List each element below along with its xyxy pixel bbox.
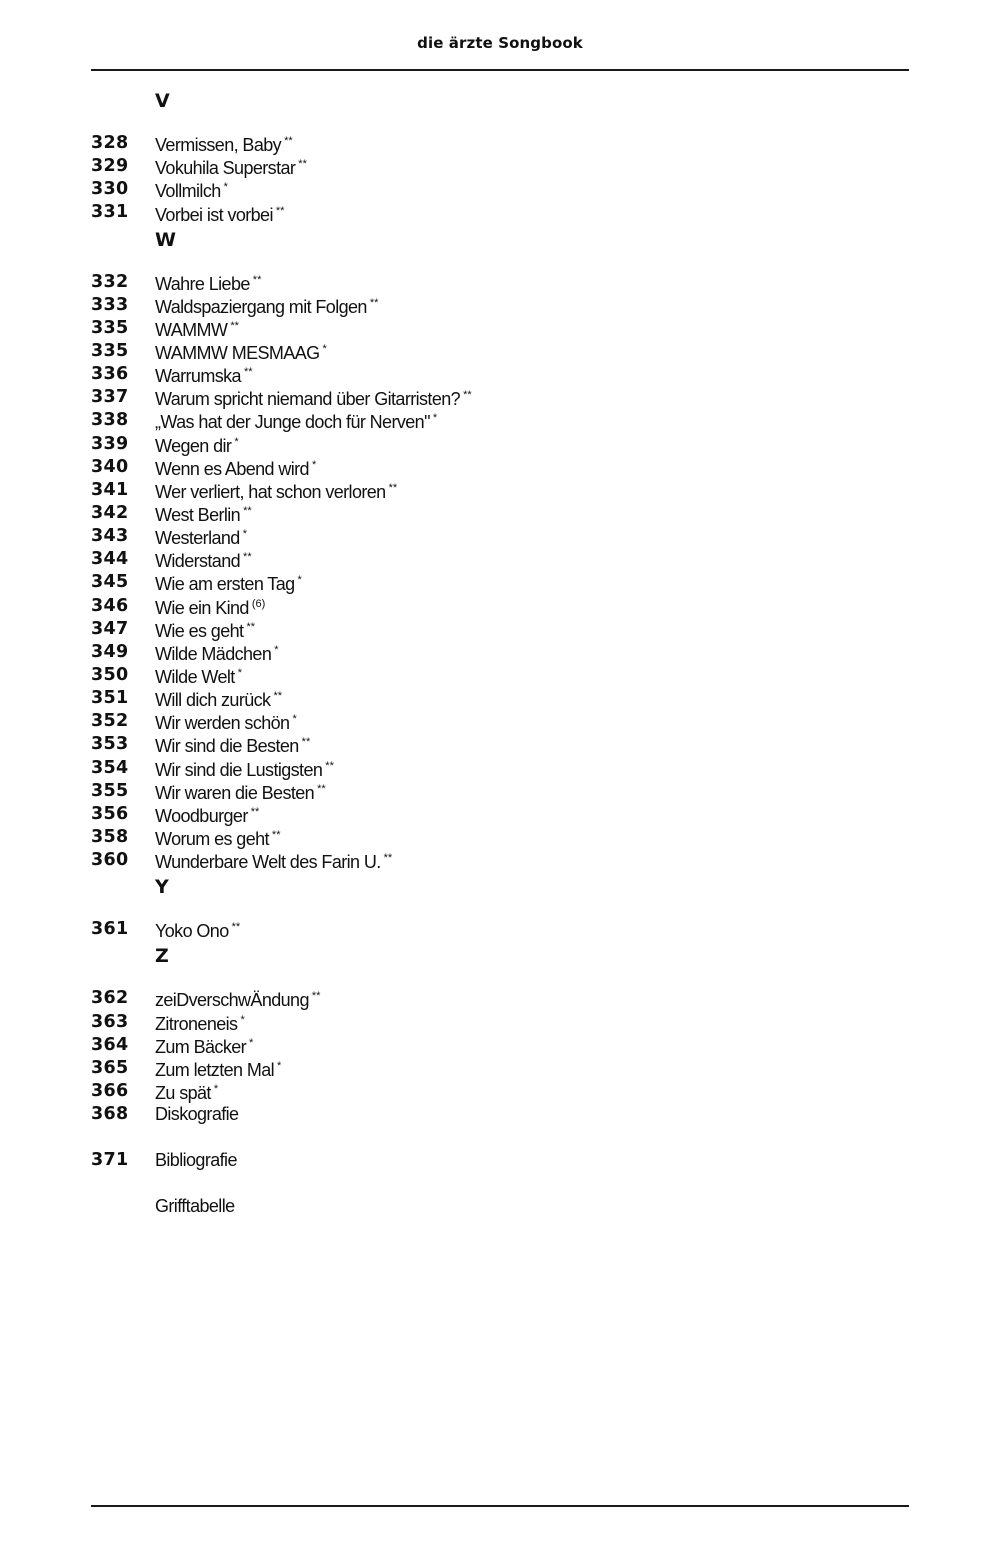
footnote-mark: * — [213, 1083, 219, 1095]
toc-entry[interactable] — [91, 987, 909, 1010]
toc-entry[interactable] — [91, 548, 909, 571]
page-number: 368 — [91, 1104, 129, 1125]
song-title-text: Wie am ersten Tag — [155, 574, 295, 595]
extra-title: Diskografie — [155, 1104, 239, 1125]
page-number: 360 — [91, 850, 129, 871]
toc-entry[interactable] — [91, 294, 909, 317]
song-title-text: WAMMW MESMAAG — [155, 343, 320, 364]
toc-entry[interactable] — [91, 757, 909, 780]
song-title-text: zeiDverschwÄndung — [155, 990, 309, 1011]
song-title-text: Wilde Mädchen — [155, 643, 272, 664]
toc-entry[interactable] — [91, 849, 909, 872]
footnote-mark: * — [277, 1059, 282, 1072]
toc-entry[interactable] — [91, 502, 909, 525]
toc-entry[interactable] — [91, 687, 909, 710]
song-title-text: Wir sind die Lustigsten — [155, 759, 323, 780]
toc-entry[interactable] — [91, 733, 909, 756]
page-number: 350 — [91, 665, 129, 686]
page-number: 365 — [91, 1057, 129, 1078]
song-title-text: WAMMW — [155, 319, 228, 340]
page-number: 335 — [91, 341, 129, 362]
footer-rule — [91, 1505, 909, 1507]
page-number: 335 — [91, 317, 129, 338]
page-number: 361 — [91, 919, 129, 940]
footnote-mark: ** — [243, 505, 252, 518]
song-title-text: Wie ein Kind — [155, 597, 249, 618]
toc-entry[interactable] — [91, 571, 909, 594]
page-number: 362 — [91, 988, 129, 1009]
footnote-mark: ** — [317, 782, 326, 795]
footnote-mark: ** — [284, 135, 293, 148]
page-number: 329 — [91, 156, 129, 177]
song-title-text: Vollmilch — [155, 181, 221, 202]
song-title-text: Wahre Liebe — [155, 273, 250, 294]
toc-entry[interactable] — [91, 1057, 909, 1080]
page-number: 341 — [91, 479, 129, 500]
toc-entry[interactable] — [91, 525, 909, 548]
header-rule — [91, 69, 909, 71]
section-letter: Y — [155, 876, 169, 899]
toc-entry[interactable] — [91, 780, 909, 803]
song-title-text: Westerland — [155, 528, 240, 549]
song-title — [155, 200, 284, 227]
footnote-mark: * — [311, 458, 317, 471]
toc-entry[interactable] — [91, 918, 909, 941]
page-number: 371 — [91, 1150, 129, 1171]
song-title-text: Will dich zurück — [155, 690, 271, 711]
footnote-mark: * — [292, 713, 297, 726]
footnote-mark: ** — [271, 829, 281, 842]
toc-entry[interactable] — [91, 340, 909, 363]
page-number: 338 — [91, 410, 129, 431]
toc-entry[interactable] — [91, 710, 909, 733]
toc-entry[interactable] — [91, 317, 909, 340]
toc-entry[interactable] — [91, 363, 909, 386]
page-number: 358 — [91, 827, 129, 847]
page-number: 363 — [91, 1011, 129, 1032]
footnote-mark: ** — [275, 204, 285, 217]
footnote-mark: * — [240, 1013, 245, 1026]
toc-entry[interactable] — [91, 664, 909, 687]
footnote-mark: ** — [325, 759, 334, 772]
toc-entry[interactable] — [91, 409, 909, 432]
toc-entry[interactable] — [91, 618, 909, 641]
toc-entry[interactable] — [91, 456, 909, 479]
extra-title: Grifftabelle — [155, 1196, 235, 1217]
toc-entry[interactable] — [91, 1034, 909, 1057]
page-number: 353 — [91, 734, 129, 755]
page-number: 351 — [91, 688, 129, 709]
page-number: 339 — [91, 433, 129, 454]
footnote-mark: ** — [311, 990, 321, 1003]
song-title-text: Wunderbare Welt des Farin U. — [155, 852, 381, 873]
toc-entry[interactable] — [91, 132, 909, 155]
toc-entry[interactable] — [91, 155, 909, 178]
footnote-mark: ** — [383, 852, 393, 865]
song-title-text: Wegen dir — [155, 435, 232, 456]
footnote-mark: * — [223, 181, 228, 194]
song-title-text: Wer verliert, hat schon verloren — [155, 481, 386, 502]
section-letter: Z — [155, 945, 169, 968]
page-number: 328 — [91, 133, 129, 154]
song-title — [155, 1078, 218, 1105]
toc-entry[interactable] — [91, 826, 909, 849]
toc-entry[interactable] — [91, 201, 909, 224]
page-number: 349 — [91, 641, 129, 662]
song-title-text: Wir sind die Besten — [155, 736, 299, 757]
song-title-text: Widerstand — [155, 551, 241, 572]
footnote-mark: ** — [231, 921, 241, 934]
song-title-text: Waldspaziergang mit Folgen — [155, 296, 367, 317]
footnote-mark: * — [432, 412, 438, 425]
song-title-text: Zum Bäcker — [155, 1036, 247, 1057]
song-title-text: Vermissen, Baby — [155, 135, 282, 156]
toc-entry[interactable] — [91, 803, 909, 826]
footnote-mark: ** — [369, 296, 379, 309]
song-title-text: Wilde Welt — [155, 667, 235, 688]
toc-entry[interactable] — [91, 1011, 909, 1034]
footnote-mark: ** — [298, 158, 307, 171]
footnote-mark: * — [237, 667, 242, 680]
song-title-text: Wir werden schön — [155, 713, 290, 734]
section-letter: W — [155, 228, 176, 251]
page-number: 331 — [91, 202, 129, 223]
footnote-mark: * — [234, 435, 239, 448]
song-title-text: Yoko Ono — [155, 921, 229, 942]
song-title-text: Woodburger — [155, 805, 248, 826]
toc-extra-entry[interactable] — [91, 1103, 909, 1126]
footnote-mark: ** — [250, 805, 260, 818]
page-number: 343 — [91, 526, 129, 547]
footnote-mark: * — [322, 343, 327, 356]
footnote-mark: * — [297, 574, 302, 587]
toc-entry[interactable] — [91, 595, 909, 618]
page-number: 364 — [91, 1034, 129, 1055]
page-number: 340 — [91, 456, 129, 477]
footnote-mark: ** — [252, 273, 262, 286]
toc-entry[interactable] — [91, 386, 909, 409]
toc-entry[interactable] — [91, 433, 909, 456]
toc-entry[interactable] — [91, 271, 909, 294]
song-title-text: Wie es geht — [155, 620, 244, 641]
footnote-mark: * — [249, 1036, 254, 1049]
toc-entry[interactable] — [91, 178, 909, 201]
song-title — [155, 916, 240, 943]
song-title-text: Zum letzten Mal — [155, 1059, 275, 1080]
toc-extra-entry[interactable] — [91, 1149, 909, 1172]
page-number: 346 — [91, 595, 129, 616]
page-number: 336 — [91, 364, 129, 385]
footnote-mark: * — [274, 643, 279, 656]
song-title-text: Vorbei ist vorbei — [155, 204, 273, 225]
song-title-text: Zitroneneis — [155, 1013, 238, 1034]
footnote-mark: ** — [463, 389, 472, 402]
page-number: 366 — [91, 1080, 129, 1101]
song-title-text: Worum es geht — [155, 829, 269, 850]
toc-entry[interactable] — [91, 641, 909, 664]
page-header-title: die ärzte Songbook — [417, 34, 583, 52]
toc-entry[interactable] — [91, 1080, 909, 1103]
footnote-mark: ** — [230, 319, 239, 332]
page-number: 337 — [91, 387, 129, 408]
page-number: 333 — [91, 294, 129, 315]
page-number: 347 — [91, 618, 129, 639]
song-title-text: „Was hat der Junge doch für Nerven" — [155, 412, 430, 433]
section-letter: V — [155, 90, 170, 112]
page-number: 344 — [91, 549, 129, 570]
footnote-mark: ** — [246, 620, 256, 633]
page-number: 355 — [91, 780, 129, 801]
footnote-mark: ** — [301, 736, 311, 749]
page-number: 332 — [91, 271, 129, 292]
toc-section-z — [91, 941, 909, 1103]
table-of-contents — [91, 86, 909, 1241]
toc-section-y — [91, 872, 909, 941]
song-title-text: Zu spät — [155, 1083, 211, 1103]
page-number: 354 — [91, 757, 129, 778]
song-title-text: Wenn es Abend wird — [155, 458, 309, 479]
page-number: 345 — [91, 572, 129, 593]
page-number: 342 — [91, 503, 129, 524]
page-number: 330 — [91, 179, 129, 200]
page-number: 356 — [91, 803, 129, 824]
song-title-text: West Berlin — [155, 505, 241, 526]
footnote-mark: ** — [388, 481, 398, 494]
page-number: 352 — [91, 711, 129, 732]
song-title — [155, 847, 392, 874]
footnote-mark: ** — [243, 551, 252, 564]
extra-title: Bibliografie — [155, 1150, 237, 1171]
song-title-text: Warrumska — [155, 366, 241, 387]
toc-section-w — [91, 225, 909, 873]
toc-extra-entry[interactable] — [91, 1195, 909, 1218]
footnote-mark: ** — [243, 366, 253, 379]
toc-section-v — [91, 86, 909, 225]
song-title-text: Vokuhila Superstar — [155, 158, 296, 179]
song-title-text: Wir waren die Besten — [155, 782, 315, 803]
toc-entry[interactable] — [91, 479, 909, 502]
song-title-text: Warum spricht niemand über Gitarristen? — [155, 389, 461, 410]
footnote-mark: ** — [273, 690, 282, 703]
footnote-mark: * — [242, 528, 247, 541]
footnote-mark: (6) — [251, 597, 266, 610]
